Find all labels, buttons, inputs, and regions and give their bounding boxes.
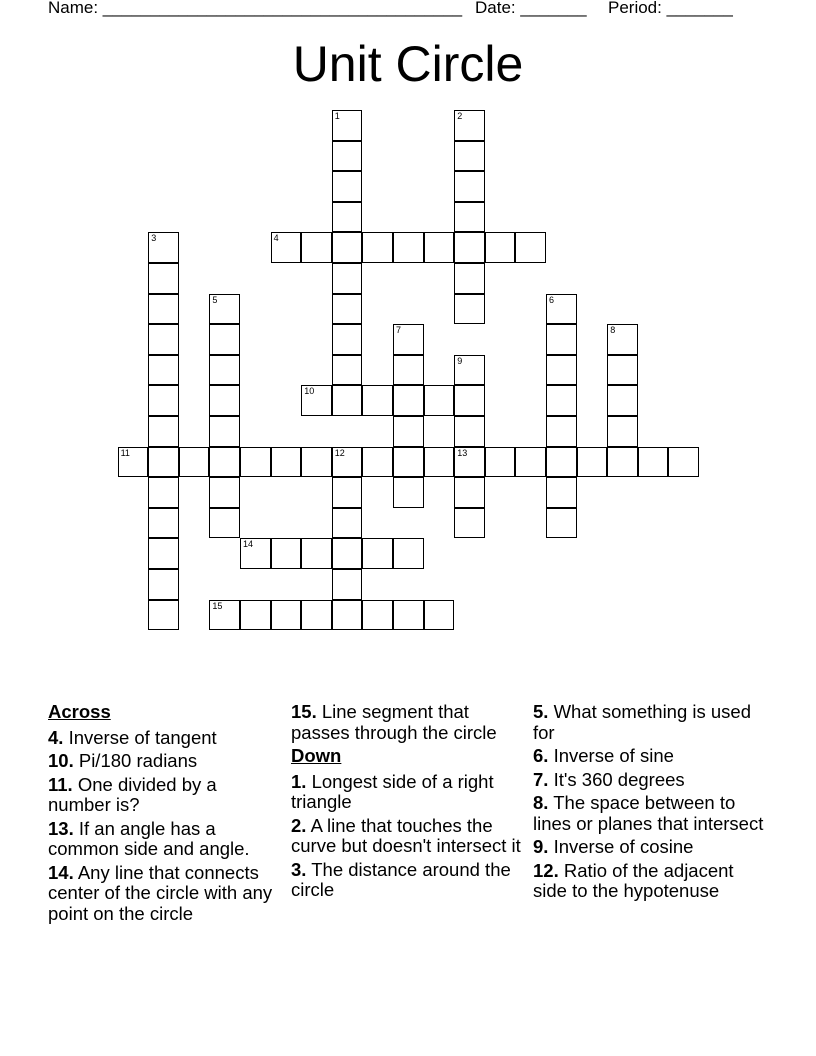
- crossword-cell[interactable]: [362, 600, 393, 631]
- clue-number: 8: [610, 325, 616, 336]
- clue-number: 13: [457, 447, 468, 458]
- across-heading: Across: [48, 701, 111, 722]
- crossword-cell[interactable]: [362, 232, 393, 263]
- clue-number: 5: [212, 294, 218, 305]
- crossword-cell[interactable]: [148, 569, 179, 600]
- crossword-cell[interactable]: [546, 385, 577, 416]
- crossword-cell[interactable]: [546, 355, 577, 386]
- crossword-cell[interactable]: [332, 171, 363, 202]
- clue-across-14: 14. Any line that connects center of the circle with any point on the circle: [48, 861, 273, 924]
- crossword-cell[interactable]: [424, 600, 455, 631]
- crossword-cell[interactable]: [301, 232, 332, 263]
- clues-column-2: [291, 702, 527, 904]
- crossword-cell[interactable]: [301, 385, 332, 416]
- clue-down-6: 6. Inverse of sine: [533, 745, 674, 766]
- crossword-cell[interactable]: [332, 477, 363, 508]
- crossword-cell[interactable]: [424, 447, 455, 478]
- crossword-cell[interactable]: [668, 447, 699, 478]
- crossword-cell[interactable]: [301, 447, 332, 478]
- crossword-cell[interactable]: [209, 477, 240, 508]
- clue-down-12: 12. Ratio of the adjacent side to the hypotenuse: [533, 859, 734, 901]
- crossword-cell[interactable]: [424, 232, 455, 263]
- crossword-cell[interactable]: [393, 477, 424, 508]
- crossword-cell[interactable]: [271, 232, 302, 263]
- down-heading: Down: [291, 745, 342, 766]
- crossword-cell[interactable]: [546, 477, 577, 508]
- crossword-cell[interactable]: [454, 171, 485, 202]
- clue-number: 7: [396, 325, 402, 336]
- crossword-cell[interactable]: [362, 447, 393, 478]
- crossword-cell[interactable]: [148, 538, 179, 569]
- crossword-cell[interactable]: [148, 416, 179, 447]
- clue-down-9: 9. Inverse of cosine: [533, 836, 694, 857]
- crossword-cell[interactable]: [209, 385, 240, 416]
- crossword-cell[interactable]: [332, 294, 363, 325]
- clue-across-10: 10. Pi/180 radians: [48, 750, 198, 771]
- crossword-cell[interactable]: [209, 294, 240, 325]
- clue-number: 11: [120, 447, 130, 458]
- clue-number: 12: [334, 447, 345, 458]
- crossword-cell[interactable]: [332, 324, 363, 355]
- crossword-cell[interactable]: [454, 141, 485, 172]
- clue-down-3: 3. The distance around the circle: [291, 858, 511, 900]
- clue-down-2: 2. A line that touches the curve but doesn't intersect it: [291, 814, 521, 856]
- crossword-cell[interactable]: [301, 538, 332, 569]
- clue-across-15: 15. Line segment that passes through the circle: [291, 701, 497, 743]
- clues-column-1: [48, 702, 284, 927]
- page-title: Unit Circle: [292, 36, 524, 92]
- crossword-cell[interactable]: [240, 538, 271, 569]
- crossword-cell[interactable]: [393, 416, 424, 447]
- crossword-cell[interactable]: [271, 538, 302, 569]
- crossword-cell[interactable]: [607, 355, 638, 386]
- crossword-cell[interactable]: [515, 447, 546, 478]
- crossword-cell[interactable]: [454, 232, 485, 263]
- crossword-cell[interactable]: [454, 110, 485, 141]
- clue-across-13: 13. If an angle has a common side and angle.: [48, 817, 250, 859]
- crossword-cell[interactable]: [332, 202, 363, 233]
- clue-number: 9: [457, 355, 463, 366]
- crossword-cell[interactable]: [332, 232, 363, 263]
- crossword-cell[interactable]: [546, 447, 577, 478]
- crossword-cell[interactable]: [393, 447, 424, 478]
- crossword-cell[interactable]: [454, 508, 485, 539]
- crossword-cell[interactable]: [332, 355, 363, 386]
- clue-number: 14: [243, 539, 254, 550]
- crossword-cell[interactable]: [332, 447, 363, 478]
- crossword-cell[interactable]: [148, 324, 179, 355]
- crossword-cell[interactable]: [607, 385, 638, 416]
- crossword-cell[interactable]: [607, 416, 638, 447]
- clue-across-11: 11. One divided by a number is?: [48, 773, 217, 815]
- crossword-cell[interactable]: [240, 600, 271, 631]
- crossword-cell[interactable]: [454, 385, 485, 416]
- crossword-cell[interactable]: [393, 232, 424, 263]
- crossword-cell[interactable]: [209, 355, 240, 386]
- crossword-cell[interactable]: [607, 447, 638, 478]
- crossword-cell[interactable]: [454, 416, 485, 447]
- crossword-cell[interactable]: [393, 385, 424, 416]
- crossword-cell[interactable]: [301, 600, 332, 631]
- crossword-cell[interactable]: [209, 324, 240, 355]
- crossword-cell[interactable]: [454, 477, 485, 508]
- crossword-cell[interactable]: [485, 232, 516, 263]
- clue-number: 4: [273, 233, 279, 244]
- crossword-cell[interactable]: [148, 385, 179, 416]
- period-field: Period: _______: [608, 0, 733, 17]
- crossword-cell[interactable]: [393, 600, 424, 631]
- crossword-cell[interactable]: [148, 355, 179, 386]
- crossword-cell[interactable]: [332, 141, 363, 172]
- clue-number: 15: [212, 600, 223, 611]
- crossword-cell[interactable]: [454, 447, 485, 478]
- clue-down-1: 1. Longest side of a right triangle: [291, 770, 494, 812]
- crossword-cell[interactable]: [577, 447, 608, 478]
- crossword-cell[interactable]: [332, 263, 363, 294]
- crossword-cell[interactable]: [546, 324, 577, 355]
- crossword-cell[interactable]: [148, 263, 179, 294]
- crossword-cell[interactable]: [179, 447, 210, 478]
- crossword-cell[interactable]: [546, 294, 577, 325]
- crossword-cell[interactable]: [393, 538, 424, 569]
- crossword-cell[interactable]: [148, 600, 179, 631]
- crossword-cell[interactable]: [362, 538, 393, 569]
- clue-down-7: 7. It's 360 degrees: [533, 768, 685, 790]
- crossword-cell[interactable]: [209, 600, 240, 631]
- crossword-cell[interactable]: [454, 263, 485, 294]
- crossword-cell[interactable]: [332, 385, 363, 416]
- crossword-cell[interactable]: [638, 447, 669, 478]
- crossword-cell[interactable]: [607, 324, 638, 355]
- crossword-cell[interactable]: [454, 202, 485, 233]
- crossword-cell[interactable]: [209, 416, 240, 447]
- clue-number: 1: [334, 111, 340, 121]
- crossword-cell[interactable]: [271, 600, 302, 631]
- crossword-cell[interactable]: [148, 294, 179, 325]
- crossword-cell[interactable]: [148, 232, 179, 263]
- crossword-cell[interactable]: [454, 294, 485, 325]
- crossword-cell[interactable]: [393, 324, 424, 355]
- crossword-cell[interactable]: [393, 355, 424, 386]
- crossword-cell[interactable]: [332, 600, 363, 631]
- crossword-cell[interactable]: [209, 447, 240, 478]
- crossword-cell[interactable]: [546, 416, 577, 447]
- crossword-cell[interactable]: [332, 569, 363, 600]
- crossword-cell[interactable]: [271, 447, 302, 478]
- date-field: Date: _______: [475, 0, 587, 17]
- name-field: Name: ______________________________________: [48, 0, 463, 17]
- clue-number: 10: [304, 386, 315, 397]
- crossword-cell[interactable]: [209, 508, 240, 539]
- crossword-cell[interactable]: [454, 355, 485, 386]
- crossword-cell[interactable]: [148, 508, 179, 539]
- clue-number: 6: [549, 294, 555, 305]
- crossword-cell[interactable]: [332, 508, 363, 539]
- crossword-cell[interactable]: [332, 110, 363, 141]
- crossword-cell[interactable]: [362, 385, 393, 416]
- clue-number: 2: [457, 111, 463, 121]
- crossword-cell[interactable]: [485, 447, 516, 478]
- crossword-cell[interactable]: [546, 508, 577, 539]
- crossword-cell[interactable]: [424, 385, 455, 416]
- clue-number: 3: [151, 233, 157, 244]
- clue-down-5: 5. What something is used for: [533, 701, 752, 743]
- crossword-cell[interactable]: [240, 447, 271, 478]
- crossword-cell[interactable]: [118, 447, 149, 478]
- clue-across-4: 4. Inverse of tangent: [48, 726, 217, 748]
- crossword-cell[interactable]: [148, 447, 179, 478]
- clue-down-8: 8. The space between to lines or planes that intersect: [533, 792, 764, 834]
- crossword-cell[interactable]: [332, 538, 363, 569]
- crossword-cell[interactable]: [515, 232, 546, 263]
- crossword-cell[interactable]: [148, 477, 179, 508]
- clues-column-3: [533, 702, 769, 905]
